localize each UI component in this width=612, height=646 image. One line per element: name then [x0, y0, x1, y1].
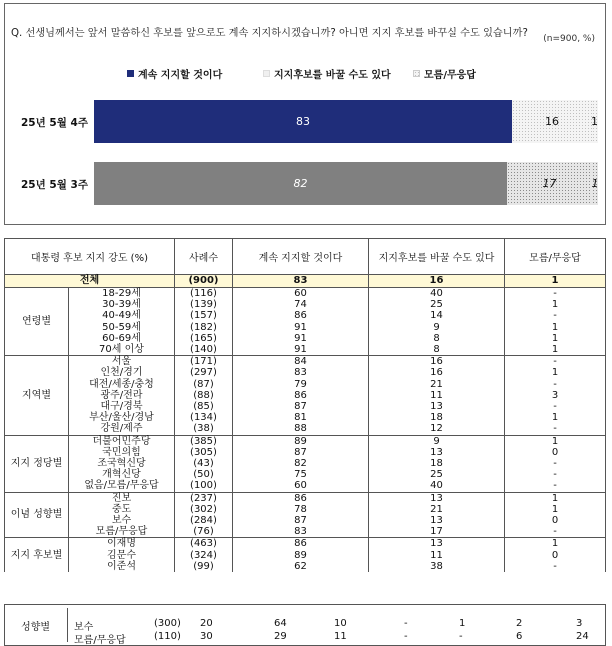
row-keep: 84: [233, 356, 369, 368]
table-row: [5, 492, 606, 504]
row-change: 8: [369, 344, 505, 356]
question-text: Q. 선생님께서는 앞서 말씀하신 후보를 앞으로도 계속 지지하시겠습니까? 아니면 지지 후보를 바꾸실 수도 있습니까?: [11, 28, 528, 39]
row-dk: 1: [505, 367, 606, 378]
bar-segment-change: 17: [507, 162, 592, 205]
row-change: 16: [369, 356, 505, 368]
row-n: (302): [175, 504, 233, 515]
group-label: 연령별: [5, 288, 69, 356]
row-dk: 1: [505, 322, 606, 333]
row-n: (100): [175, 480, 233, 492]
tail-cell: -: [404, 618, 408, 629]
legend-item-change: [263, 66, 391, 81]
row-n: (43): [175, 458, 233, 469]
row-keep: 81: [233, 412, 369, 423]
row-change: 8: [369, 333, 505, 344]
row-change: 38: [369, 561, 505, 572]
row-n: (171): [175, 356, 233, 368]
row-label: 더불어민주당: [69, 435, 175, 447]
row-keep: 86: [233, 492, 369, 504]
tail-cell: 3: [576, 618, 583, 629]
table-row: [5, 550, 606, 561]
row-n: (38): [175, 423, 233, 435]
bar-segment-keep: 82: [94, 162, 507, 205]
row-change: 25: [369, 469, 505, 480]
table-row: [5, 288, 606, 300]
row-n: (140): [175, 344, 233, 356]
tail-cell: 2: [516, 618, 523, 629]
legend-swatch-change: [263, 70, 270, 77]
row-label: 국민의힘: [69, 447, 175, 458]
row-label: 조국혁신당: [69, 458, 175, 469]
table-row: [5, 367, 606, 378]
table-row: [5, 310, 606, 321]
row-label: 서울: [69, 356, 175, 368]
row-label: 광주/전라: [69, 390, 175, 401]
group-label: 지역별: [5, 356, 69, 435]
bar-row-2: [94, 162, 598, 205]
row-change: 21: [369, 504, 505, 515]
total-label: 전체: [5, 275, 175, 288]
row-change: 40: [369, 480, 505, 492]
bar-row-1: [94, 100, 598, 143]
row-dk: 0: [505, 550, 606, 561]
group-label: 지지 정당별: [5, 435, 69, 492]
row-label: 인천/경기: [69, 367, 175, 378]
tail-cell: -: [459, 631, 463, 642]
row-change: 18: [369, 412, 505, 423]
category-label: 25년 5월 3주: [21, 179, 88, 191]
row-change: 14: [369, 310, 505, 321]
header-category: 대통령 후보 지지 강도 (%): [5, 239, 175, 275]
row-n: (157): [175, 310, 233, 321]
row-label: 50-59세: [69, 322, 175, 333]
row-dk: 1: [505, 333, 606, 344]
row-n: (182): [175, 322, 233, 333]
row-keep: 86: [233, 538, 369, 550]
row-keep: 86: [233, 390, 369, 401]
table-row: [5, 447, 606, 458]
table-row: [5, 299, 606, 310]
row-label: 김문수: [69, 550, 175, 561]
row-change: 13: [369, 447, 505, 458]
row-label: 30-39세: [69, 299, 175, 310]
row-label: 강원/제주: [69, 423, 175, 435]
row-change: 13: [369, 538, 505, 550]
bar-segment-dk: 1: [592, 162, 598, 205]
row-label: 없음/모름/무응답: [69, 480, 175, 492]
row-label: 대전/세종/충청: [69, 379, 175, 390]
row-keep: 82: [233, 458, 369, 469]
tail-cell: -: [404, 631, 408, 642]
header-n: 사례수: [175, 239, 233, 275]
table-row: [5, 469, 606, 480]
table-row: [5, 504, 606, 515]
row-keep: 83: [233, 526, 369, 538]
row-change: 17: [369, 526, 505, 538]
row-dk: 1: [505, 492, 606, 504]
row-n: (305): [175, 447, 233, 458]
tail-cell: 30: [200, 631, 213, 642]
table-row: [5, 435, 606, 447]
bar-segment-keep: 83: [94, 100, 512, 143]
row-n: (237): [175, 492, 233, 504]
row-dk: -: [505, 401, 606, 412]
table-row: [5, 423, 606, 435]
header-dk: 모름/무응답: [505, 239, 606, 275]
row-dk: -: [505, 526, 606, 538]
row-label: 18-29세: [69, 288, 175, 300]
row-label: 부산/울산/경남: [69, 412, 175, 423]
row-keep: 78: [233, 504, 369, 515]
table-body: [5, 275, 606, 573]
row-dk: -: [505, 480, 606, 492]
tail-cell: 10: [334, 618, 347, 629]
tail-cell: 29: [274, 631, 287, 642]
row-keep: 60: [233, 288, 369, 300]
table-row-total: [5, 275, 606, 288]
row-keep: 74: [233, 299, 369, 310]
row-keep: 75: [233, 469, 369, 480]
group-label: 이념 성향별: [5, 492, 69, 538]
legend-item-keep: [127, 66, 222, 81]
row-n: (87): [175, 379, 233, 390]
tail-cell: 11: [334, 631, 347, 642]
row-change: 13: [369, 492, 505, 504]
row-change: 13: [369, 515, 505, 526]
row-keep: 87: [233, 515, 369, 526]
row-n: (385): [175, 435, 233, 447]
row-dk: -: [505, 379, 606, 390]
tail-cell: (110): [154, 631, 181, 642]
table-row: [5, 538, 606, 550]
row-n: (284): [175, 515, 233, 526]
row-keep: 86: [233, 310, 369, 321]
table-row: [5, 526, 606, 538]
row-dk: 1: [505, 299, 606, 310]
legend-swatch-dk: [413, 70, 420, 77]
row-label: 60-69세: [69, 333, 175, 344]
row-change: 11: [369, 550, 505, 561]
tail-cell: 보수: [74, 622, 94, 633]
row-dk: 0: [505, 447, 606, 458]
row-n: (50): [175, 469, 233, 480]
header-keep: 계속 지지할 것이다: [233, 239, 369, 275]
row-dk: -: [505, 423, 606, 435]
tail-cell: 64: [274, 618, 287, 629]
row-dk: -: [505, 356, 606, 368]
row-dk: 1: [505, 344, 606, 356]
row-label: 보수: [69, 515, 175, 526]
row-keep: 88: [233, 423, 369, 435]
table-tail: [4, 604, 606, 646]
tail-cell: 1: [459, 618, 466, 629]
legend-label-keep: 계속 지지할 것이다: [138, 70, 223, 81]
row-label: 진보: [69, 492, 175, 504]
header-change: 지지후보를 바꿀 수도 있다: [369, 239, 505, 275]
row-keep: 87: [233, 447, 369, 458]
row-n: (324): [175, 550, 233, 561]
row-n: (134): [175, 412, 233, 423]
row-dk: -: [505, 288, 606, 300]
legend-label-change: 지지후보를 바꿀 수도 있다: [274, 70, 391, 81]
row-change: 13: [369, 401, 505, 412]
bar-segment-change: 16: [512, 100, 592, 143]
row-keep: 91: [233, 333, 369, 344]
category-label: 25년 5월 4주: [21, 117, 88, 129]
tail-cell: 24: [576, 631, 589, 642]
row-label: 중도: [69, 504, 175, 515]
row-dk: -: [505, 469, 606, 480]
legend-item-dk: [413, 66, 476, 81]
row-label: 40-49세: [69, 310, 175, 321]
tail-cell: (300): [154, 618, 181, 629]
chart-panel: [4, 3, 606, 225]
table-row: [5, 458, 606, 469]
table-row: [5, 480, 606, 492]
total-n: (900): [175, 275, 233, 288]
table-row: [5, 561, 606, 572]
row-keep: 87: [233, 401, 369, 412]
tail-cell: 6: [516, 631, 523, 642]
row-keep: 60: [233, 480, 369, 492]
row-label: 대구/경북: [69, 401, 175, 412]
row-label: 개혁신당: [69, 469, 175, 480]
row-keep: 83: [233, 367, 369, 378]
legend-swatch-keep: [127, 70, 134, 77]
row-n: (85): [175, 401, 233, 412]
row-dk: -: [505, 458, 606, 469]
row-keep: 89: [233, 550, 369, 561]
table-row: [5, 379, 606, 390]
row-change: 40: [369, 288, 505, 300]
tail-cell: 20: [200, 618, 213, 629]
row-label: 이재명: [69, 538, 175, 550]
row-dk: 1: [505, 504, 606, 515]
row-change: 9: [369, 435, 505, 447]
legend-label-dk: 모름/무응답: [424, 70, 476, 81]
row-n: (99): [175, 561, 233, 572]
total-dk: 1: [505, 275, 606, 288]
row-change: 11: [369, 390, 505, 401]
row-label: 이준석: [69, 561, 175, 572]
table-row: [5, 344, 606, 356]
tail-cell: 모름/무응답: [74, 635, 126, 646]
total-change: 16: [369, 275, 505, 288]
table-row: [5, 356, 606, 368]
total-keep: 83: [233, 275, 369, 288]
row-n: (139): [175, 299, 233, 310]
row-n: (88): [175, 390, 233, 401]
row-dk: 1: [505, 412, 606, 423]
row-n: (297): [175, 367, 233, 378]
row-keep: 89: [233, 435, 369, 447]
row-keep: 91: [233, 344, 369, 356]
row-dk: -: [505, 561, 606, 572]
row-dk: 0: [505, 515, 606, 526]
table-row: [5, 322, 606, 333]
row-n: (463): [175, 538, 233, 550]
row-n: (165): [175, 333, 233, 344]
table-row: [5, 515, 606, 526]
row-change: 12: [369, 423, 505, 435]
crosstab-table: [4, 238, 606, 572]
row-keep: 79: [233, 379, 369, 390]
bar-segment-dk: 1: [592, 100, 598, 143]
row-change: 18: [369, 458, 505, 469]
row-change: 16: [369, 367, 505, 378]
row-dk: -: [505, 310, 606, 321]
row-change: 25: [369, 299, 505, 310]
row-label: 모름/무응답: [69, 526, 175, 538]
table-row: [5, 333, 606, 344]
row-keep: 91: [233, 322, 369, 333]
row-label: 70세 이상: [69, 344, 175, 356]
table-row: [5, 401, 606, 412]
group-label: 지지 후보별: [5, 538, 69, 572]
row-n: (76): [175, 526, 233, 538]
row-dk: 1: [505, 435, 606, 447]
row-dk: 3: [505, 390, 606, 401]
row-dk: 1: [505, 538, 606, 550]
table-row: [5, 390, 606, 401]
row-change: 21: [369, 379, 505, 390]
table-row: [5, 412, 606, 423]
row-n: (116): [175, 288, 233, 300]
row-keep: 62: [233, 561, 369, 572]
tail-group-label: 성향별: [4, 608, 68, 642]
row-change: 9: [369, 322, 505, 333]
sample-note: (n=900, %): [543, 34, 595, 44]
